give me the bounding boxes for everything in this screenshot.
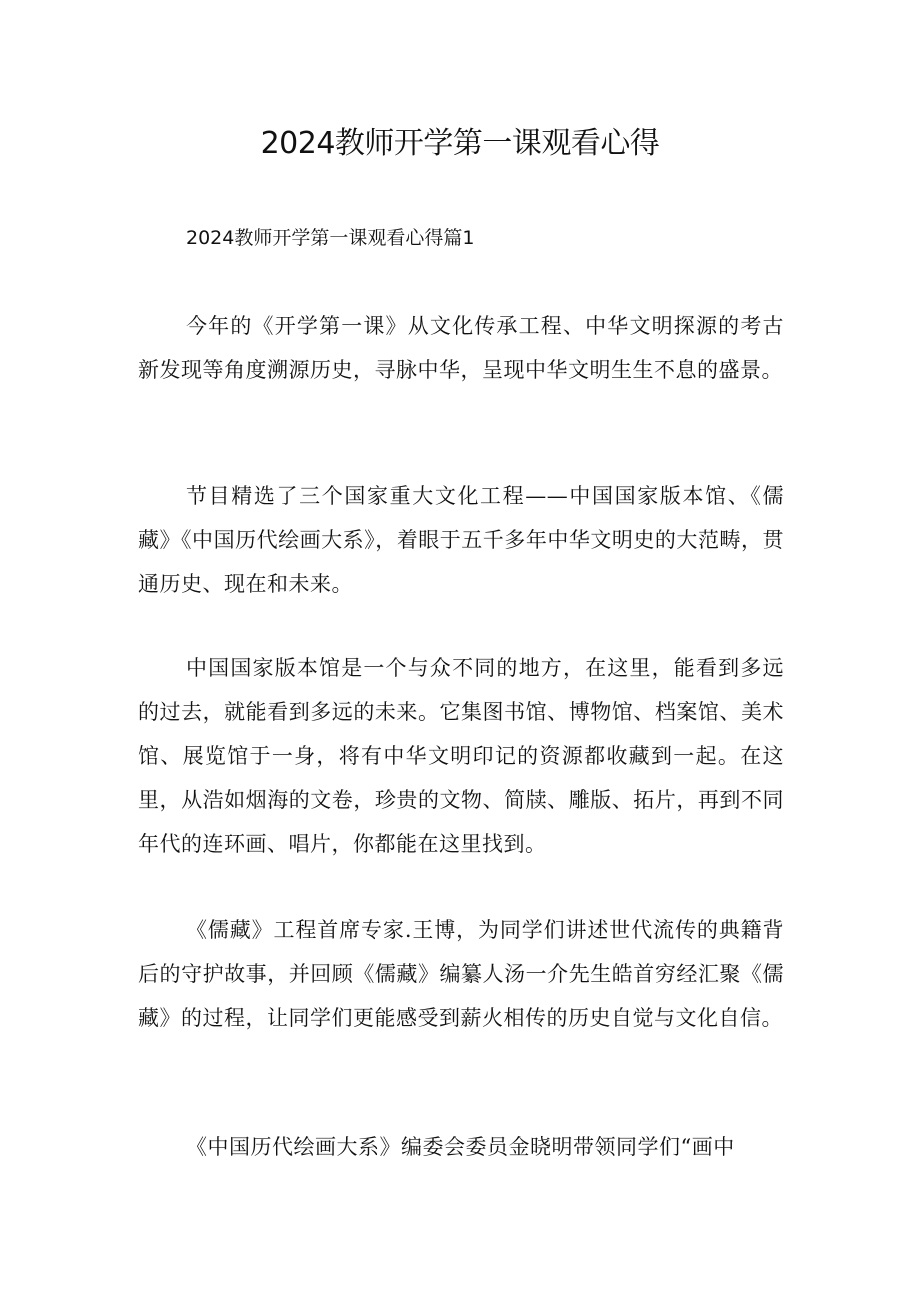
paragraph: 节目精选了三个国家重大文化工程——中国国家版本馆、《儒藏》《中国历代绘画大系》，着眼于五千多年中华文明史的大范畴，贯通历史、现在和未来。	[138, 484, 784, 596]
paragraph: 《中国历代绘画大系》编委会委员金晓明带领同学们“画中	[186, 1135, 735, 1159]
paragraph: 今年的《开学第一课》从文化传承工程、中华文明探源的考古新发现等角度溯源历史，寻脉中华，呈现中华文明生生不息的盛景。	[138, 314, 784, 382]
paragraph: 中国国家版本馆是一个与众不同的地方，在这里，能看到多远的过去，就能看到多远的未来。它集图书馆、博物馆、档案馆、美术馆、展览馆于一身，将有中华文明印记的资源都收藏到一起。在这里，从浩如烟海的文卷，珍贵的文物、简牍、雕版、拓片，再到不同年代的连环画、唱片，你都能在这里找到。	[138, 656, 784, 856]
document-title: 2024教师开学第一课观看心得	[260, 126, 660, 161]
paragraph: 《儒藏》工程首席专家.王博，为同学们讲述世代流传的典籍背后的守护故事，并回顾《儒藏》编纂人汤一介先生皓首穷经汇聚《儒藏》的过程，让同学们更能感受到薪火相传的历史自觉与文化自信。	[138, 918, 784, 1030]
document-subtitle: 2024教师开学第一课观看心得篇1	[186, 227, 475, 249]
